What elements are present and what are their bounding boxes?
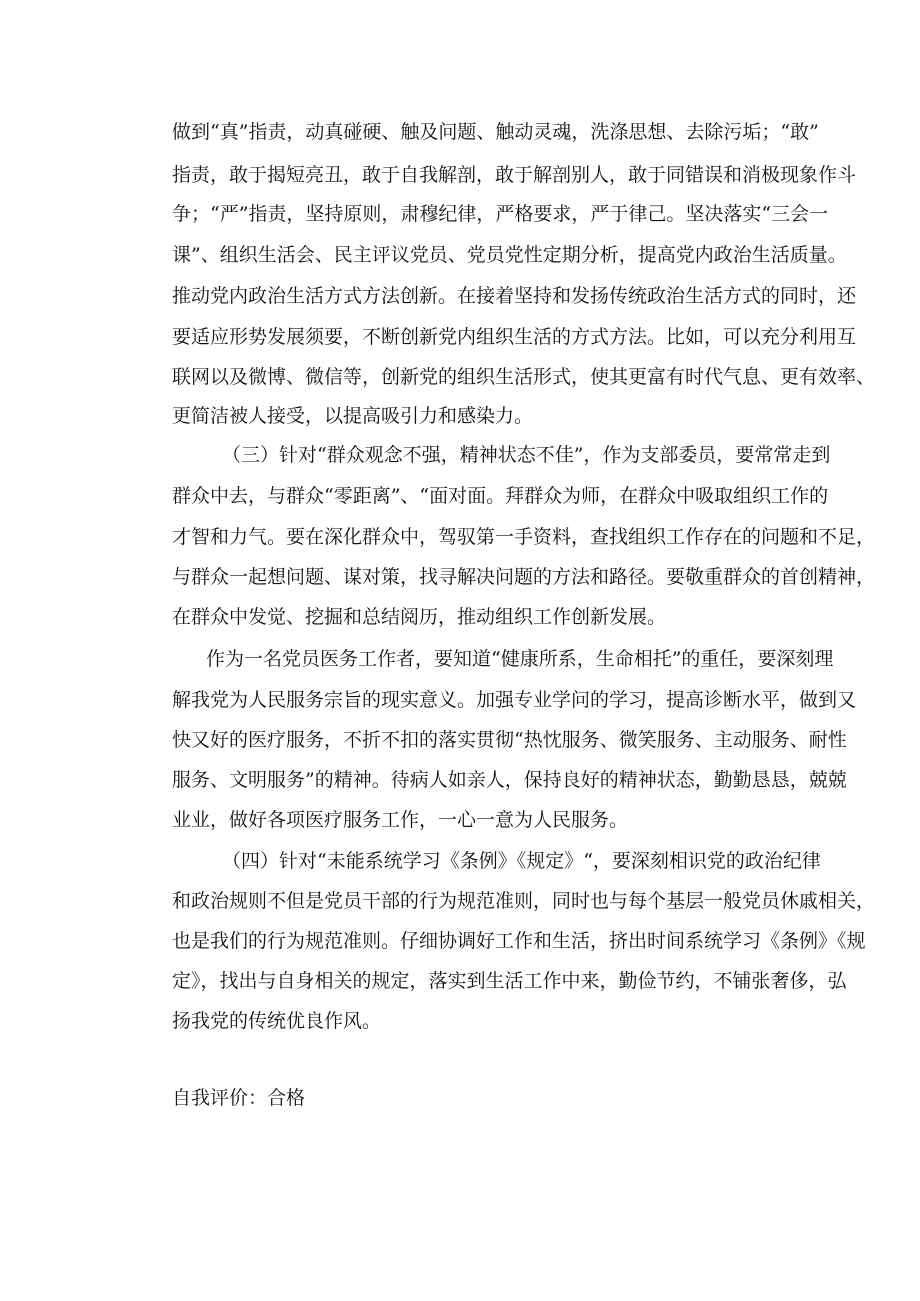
paragraph-1-line-7: 联网以及微博、微信等，创新党的组织生活形式，使其更富有时代气息、更有效率、 [172, 366, 876, 388]
paragraph-3-line-4: 服务、文明服务”的精神。待病人如亲人，保持良好的精神状态，勤勤恳恳，兢兢 [172, 769, 847, 791]
paragraph-2-line-4: 与群众一起想问题、谋对策，找寻解决问题的方法和路径。要敬重群众的首创精神， [172, 566, 876, 588]
paragraph-2-line-3: 才智和力气。要在深化群众中，驾驭第一手资料，查找组织工作存在的问题和不足， [172, 526, 876, 548]
paragraph-1-line-1: 做到“真”指责，动真碰硬、触及问题、触动灵魂，洗涤思想、去除污垢；“敢” [172, 121, 819, 143]
paragraph-2-line-1: （三）针对“群众观念不强，精神状态不佳”，作为支部委员，要常常走到 [222, 444, 831, 466]
paragraph-3-line-1: 作为一名党员医务工作者，要知道“健康所系，生命相托”的重任，要深刻理 [206, 648, 834, 670]
paragraph-1-line-6: 要适应形势发展须要，不断创新党内组织生活的方式方法。比如，可以充分利用互 [172, 326, 857, 348]
paragraph-2-line-5: 在群众中发觉、挖掘和总结阅历，推动组织工作创新发展。 [172, 606, 667, 628]
paragraph-3-line-3: 快又好的医疗服务，不折不扣的落实贯彻“热忱服务、微笑服务、主动服务、耐性 [172, 729, 847, 751]
paragraph-4-line-3: 也是我们的行为规范准则。仔细协调好工作和生活，挤出时间系统学习《条例》《规 [172, 930, 866, 952]
paragraph-3-line-5: 业业，做好各项医疗服务工作，一心一意为人民服务。 [172, 809, 629, 831]
paragraph-1-line-4: 课”、组织生活会、民主评议党员、党员党性定期分析，提高党内政治生活质量。 [172, 244, 847, 266]
paragraph-3-line-2: 解我党为人民服务宗旨的现实意义。加强专业学问的学习，提高诊断水平，做到又 [172, 689, 857, 711]
paragraph-1-line-3: 争；“严”指责，坚持原则，肃穆纪律，严格要求，严于律己。坚决落实“三会一 [172, 203, 829, 225]
self-evaluation: 自我评价：合格 [172, 1087, 306, 1109]
paragraph-4-line-5: 扬我党的传统优良作风。 [172, 1010, 382, 1032]
paragraph-1-line-2: 指责，敢于揭短亮丑，敢于自我解剖，敢于解剖别人，敢于同错误和消极现象作斗 [172, 164, 857, 186]
paragraph-4-line-2: 和政治规则不但是党员干部的行为规范准则，同时也与每个基层一般党员休戚相关， [172, 890, 876, 912]
paragraph-1-line-8: 更简洁被人接受，以提高吸引力和感染力。 [172, 405, 534, 427]
paragraph-2-line-2: 群众中去，与群众“零距离”、“面对面。拜群众为师，在群众中吸取组织工作的 [172, 485, 829, 507]
paragraph-4-line-1: （四）针对“未能系统学习《条例》《规定》“，要深刻相识党的政治纪律 [222, 850, 821, 872]
paragraph-1-line-5: 推动党内政治生活方式方法创新。在接着坚持和发扬传统政治生活方式的同时，还 [172, 285, 857, 307]
paragraph-4-line-4: 定》，找出与自身相关的规定，落实到生活工作中来，勤俭节约，不铺张奢侈，弘 [172, 970, 847, 992]
